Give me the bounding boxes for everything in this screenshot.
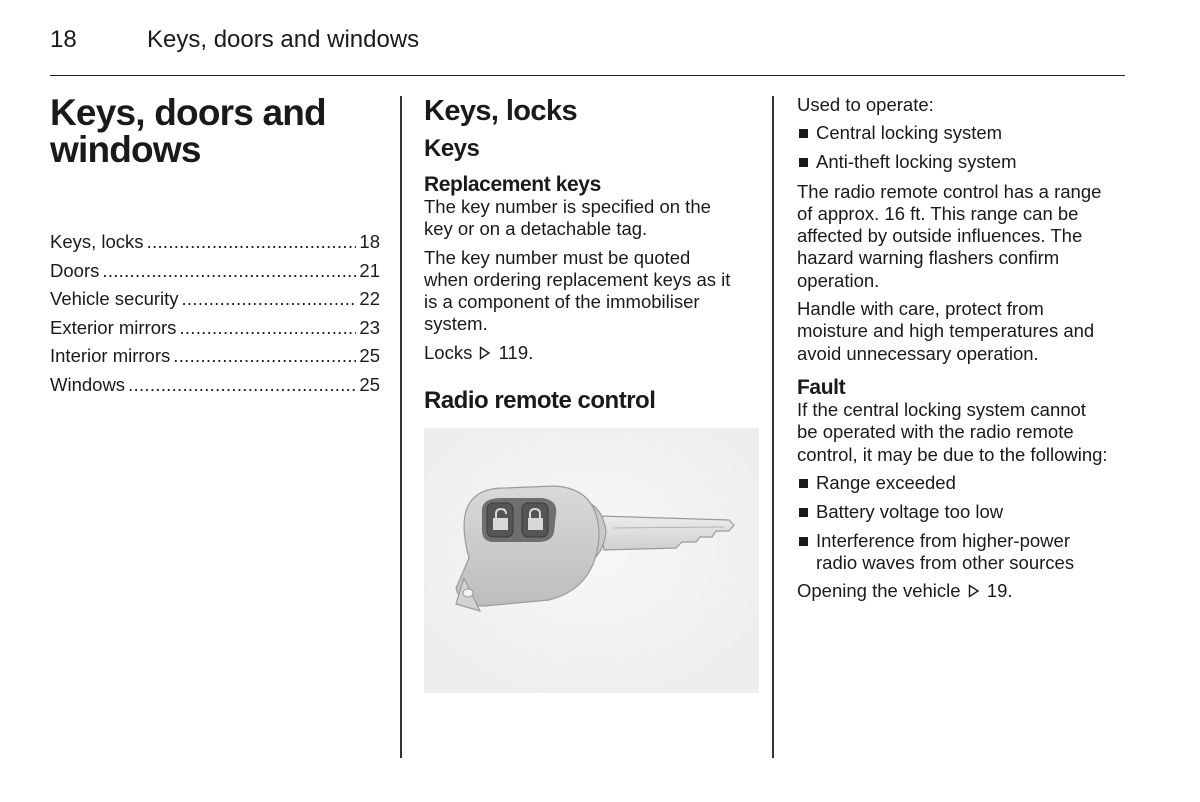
key-number-paragraph: The key number is specified on the key or on a detachable tag. — [424, 196, 711, 240]
list-item: Battery voltage too low — [797, 501, 1132, 523]
toc-entry[interactable]: Keys, locks ..... 18 — [50, 228, 380, 257]
keys-heading: Keys — [424, 135, 480, 162]
fault-paragraph: If the central locking system cannot be operated with the radio remote control, it may be due to the following: — [797, 398, 1108, 465]
column-divider — [400, 96, 402, 758]
locks-cross-reference[interactable]: Locks 119. — [424, 341, 534, 363]
replacement-keys-heading: Replacement keys — [424, 173, 601, 196]
fault-list — [797, 472, 1132, 575]
opening-vehicle-cross-reference[interactable]: Opening the vehicle 19. — [797, 580, 1013, 602]
operate-list — [797, 122, 1132, 173]
care-paragraph: Handle with care, protect from moisture and high temperatures and avoid unnecessary operation. — [797, 298, 1095, 364]
page-header — [50, 26, 1125, 56]
right-column — [797, 94, 1132, 603]
radio-remote-heading: Radio remote control — [424, 387, 656, 415]
toc-entry[interactable]: Exterior mirrors ..... 23 — [50, 314, 380, 343]
cross-reference-arrow-icon — [968, 584, 980, 598]
key-fob-illustration — [424, 428, 759, 693]
page-number: 18 — [50, 26, 77, 53]
cross-reference-arrow-icon — [479, 346, 491, 360]
list-item: Anti-theft locking system — [797, 151, 1132, 173]
column-divider — [772, 96, 774, 758]
toc-entry[interactable]: Vehicle security ..... 22 — [50, 285, 380, 314]
middle-column — [424, 94, 759, 693]
chapter-title: Keys, doors and windows — [50, 92, 326, 170]
header-rule — [50, 75, 1125, 76]
list-item: Central locking system — [797, 122, 1132, 144]
toc-entry[interactable]: Windows ..... 25 — [50, 371, 380, 400]
table-of-contents — [50, 228, 380, 400]
list-item: Interference from higher-power radio waves from other sources — [797, 530, 1132, 575]
toc-entry[interactable]: Interior mirrors ..... 25 — [50, 342, 380, 371]
quote-key-paragraph: The key number must be quoted when ordering replacement keys as it is a component of the immobiliser system. — [424, 246, 731, 335]
toc-entry[interactable]: Doors ..... 21 — [50, 257, 380, 286]
running-title: Keys, doors and windows — [147, 26, 420, 53]
range-paragraph: The radio remote control has a range of approx. 16 ft. This range can be affected by outside influences. The hazard warning flashers confirm operation. — [797, 180, 1102, 291]
section-title: Keys, locks — [424, 95, 577, 127]
fault-heading: Fault — [797, 375, 846, 399]
used-to-operate-intro: Used to operate: — [797, 94, 934, 115]
chapter-column — [50, 94, 380, 400]
list-item: Range exceeded — [797, 472, 1132, 494]
